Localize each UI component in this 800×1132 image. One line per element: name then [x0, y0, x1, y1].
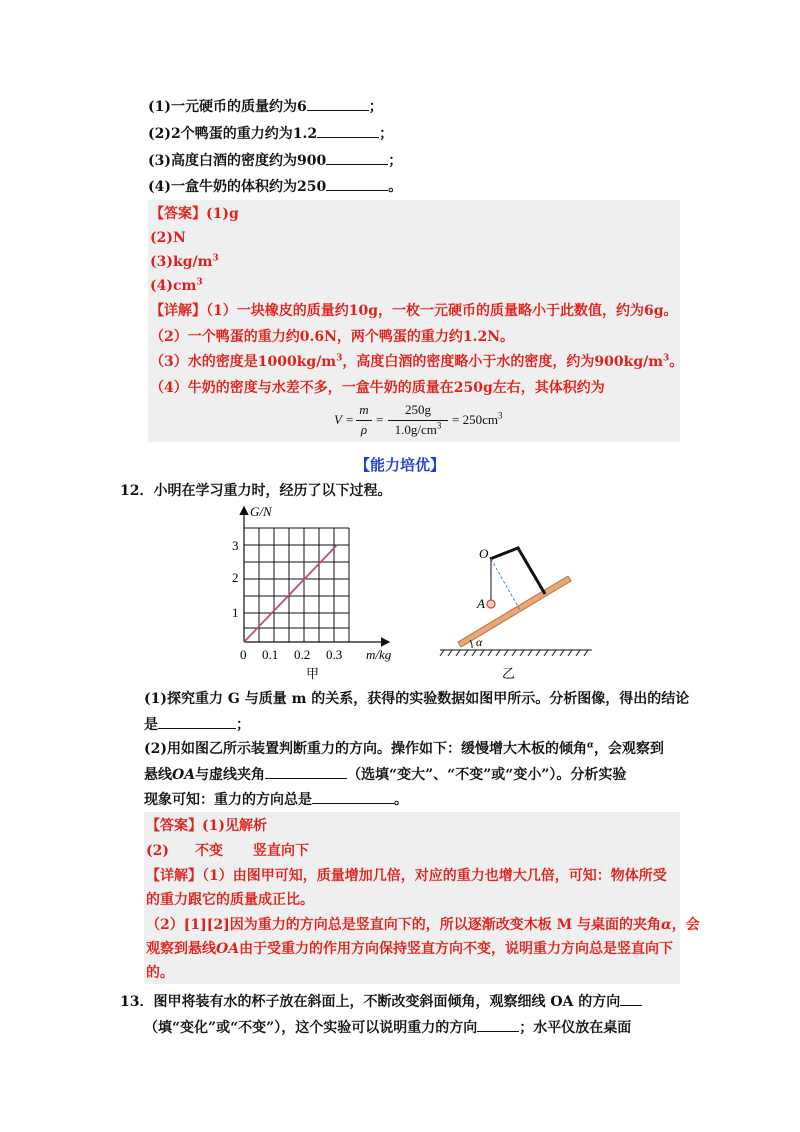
q12-detail-5: 的。 — [146, 965, 174, 981]
ground — [440, 650, 592, 656]
answer-blank[interactable] — [158, 714, 236, 729]
y-tick-2: 2 — [232, 570, 239, 585]
graph-g-vs-m — [222, 500, 402, 680]
q11-detail-3: （3）水的密度是$1000kg/m^3$，高度白酒的密度略小于水的密度，约为$900kg/m^3$。 — [150, 353, 684, 370]
bracket — [490, 548, 545, 594]
q12-answer-1: 【答案】(1)见解析 — [146, 818, 267, 834]
q12-detail-2: 的重力跟它的质量成正比。 — [146, 892, 314, 908]
x-tick-0.1: 0.1 — [262, 647, 279, 662]
q11-item-4: (4)一盒牛奶的体积约为250 。 — [148, 176, 402, 197]
y-tick-3: 3 — [232, 538, 239, 553]
q11-detail-4: （4）牛奶的密度与水差不多，一盒牛奶的质量在250g左右，其体积约为 — [150, 380, 605, 396]
x-axis-label: m/kg — [366, 647, 392, 662]
formula-den-density: $1.0g/cm^3$ — [394, 420, 442, 437]
q11-item-3: (3)高度白酒的密度约为900 ； — [148, 150, 402, 171]
answer-blank[interactable] — [317, 123, 379, 138]
label-a: A — [477, 596, 485, 611]
wooden-board — [458, 576, 571, 647]
caption-jia: 甲 — [306, 666, 320, 680]
x-tick-0: 0 — [240, 647, 247, 662]
label-alpha: α — [476, 635, 483, 649]
formula-num-m: m — [359, 402, 369, 417]
answer-blank[interactable] — [312, 789, 394, 804]
q12-stem: 12．小明在学习重力时，经历了以下过程。 — [120, 483, 392, 499]
answer-blank[interactable] — [477, 1017, 519, 1032]
data-line — [244, 545, 337, 642]
formula-v: V — [334, 412, 342, 427]
y-axis-label: G/N — [250, 504, 272, 519]
q12-part1: (1)探究重力 G 与质量 m 的关系，获得的实验数据如图甲所示。分析图像，得出的结论 — [144, 691, 690, 707]
q12-detail-1: 【详解】（1）由图甲可知，质量增加几倍，对应的重力也增大几倍，可知：物体所受 — [146, 868, 667, 884]
q12-part2: (2)用如图乙所示装置判断重力的方向。操作如下：缓慢增大木板的倾角$^\alpha$，会观察到 — [144, 740, 664, 757]
formula-bar-1 — [356, 420, 372, 421]
q12-part1-line2: 是 ； — [144, 714, 250, 735]
y-tick-1: 1 — [232, 605, 239, 620]
formula-eq-2: = — [376, 412, 384, 427]
answer-blank[interactable] — [307, 96, 369, 111]
section-title: 【能力培优】 — [354, 456, 445, 474]
q13-line2: （填“变化”或“不变”），这个实验可以说明重力的方向 ；水平仪放在桌面 — [144, 1017, 631, 1038]
q12-detail-4: 观察到悬线OA由于受重力的作用方向保持竖直方向不变，说明重力方向总是竖直向下 — [146, 941, 674, 957]
q12-detail-3: （2）[1][2]因为重力的方向总是竖直向下的，所以逐渐改变木板 M 与桌面的夹角α，会 — [146, 917, 700, 933]
x-tick-0.3: 0.3 — [326, 647, 343, 662]
q11-detail-2: （2）一个鸭蛋的重力约0.6N，两个鸭蛋的重力约1.2N。 — [150, 329, 515, 345]
caption-yi: 乙 — [502, 666, 516, 680]
formula-eq: = — [346, 412, 354, 427]
formula-num-250g: 250g — [405, 402, 431, 417]
q11-item-2: (2)2个鸭蛋的重力约为1.2 ； — [148, 123, 393, 144]
q12-part2-line3: 现象可知：重力的方向总是 。 — [144, 789, 408, 810]
incline-apparatus — [430, 530, 600, 680]
dashed-line — [491, 559, 520, 610]
answer-blank[interactable] — [620, 991, 642, 1006]
q11-answer-4: $(4)cm^3$ — [150, 277, 203, 294]
q12-part2-line2: 悬线OA与虚线夹角 （选填“变大”、“不变”或“变小”）。分析实验 — [144, 764, 626, 785]
q11-item-1: (1)一元硬币的质量约为6 ； — [148, 96, 383, 117]
q13-line1: 13．图甲将装有水的杯子放在斜面上，不断改变斜面倾角，观察细线 OA 的方向 — [120, 991, 642, 1012]
x-tick-0.2: 0.2 — [294, 647, 311, 662]
q11-answer-1: 【答案】(1)g — [150, 206, 239, 222]
formula-den-rho: ρ — [360, 422, 368, 437]
answer-blank[interactable] — [326, 176, 388, 191]
label-o: O — [479, 546, 489, 561]
angle-arc — [470, 640, 472, 648]
answer-blank[interactable] — [326, 150, 388, 165]
q11-answer-3: $(3)kg/m^3$ — [150, 253, 219, 270]
q11-detail-1: 【详解】（1）一块橡皮的质量约10g，一枚一元硬币的质量略小于此数值，约为6g。 — [150, 303, 678, 319]
answer-blank[interactable] — [265, 764, 347, 779]
plumb-bob — [487, 600, 495, 608]
q12-answer-2: (2) 不变 竖直向下 — [146, 843, 309, 859]
formula-rhs: = $250cm^3$ — [452, 410, 503, 427]
q11-answer-2: (2)N — [150, 230, 186, 246]
